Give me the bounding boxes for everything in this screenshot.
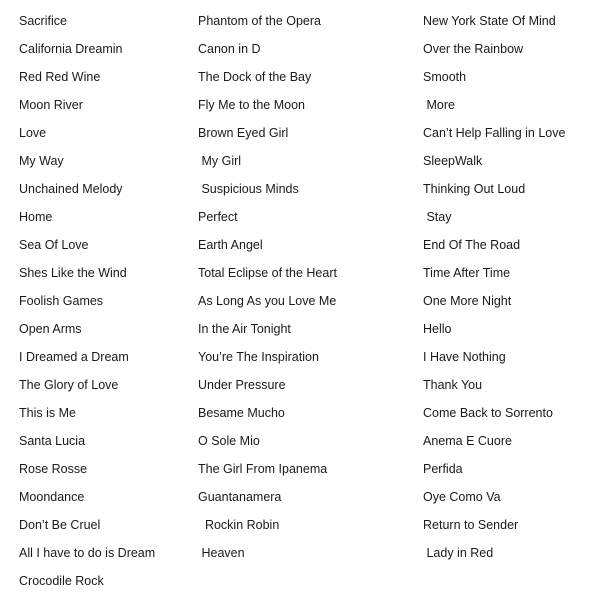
song-item: Lady in Red <box>423 546 494 560</box>
song-item: My Girl <box>198 154 242 168</box>
song-item: Time After Time <box>423 266 511 280</box>
song-item: The Dock of the Bay <box>198 70 312 84</box>
song-item: I Dreamed a Dream <box>19 350 129 364</box>
song-item: As Long As you Love Me <box>198 294 337 308</box>
song-item: Anema E Cuore <box>423 434 512 448</box>
song-item: Heaven <box>198 546 245 560</box>
song-item: Besame Mucho <box>198 406 285 420</box>
song-item: Love <box>19 126 47 140</box>
song-item: My Way <box>19 154 64 168</box>
song-item: The Girl From Ipanema <box>198 462 328 476</box>
song-item: Thinking Out Loud <box>423 182 526 196</box>
song-item: Under Pressure <box>198 378 286 392</box>
song-item: Smooth <box>423 70 467 84</box>
song-item: Open Arms <box>19 322 82 336</box>
song-item: Over the Rainbow <box>423 42 524 56</box>
song-item: Santa Lucia <box>19 434 86 448</box>
song-item: Canon in D <box>198 42 261 56</box>
song-column-2 <box>198 7 337 567</box>
song-item: Sacrifice <box>19 14 67 28</box>
song-item: Return to Sender <box>423 518 519 532</box>
song-item: Perfida <box>423 462 463 476</box>
song-item: Sea Of Love <box>19 238 89 252</box>
song-item: Earth Angel <box>198 238 263 252</box>
song-item: Hello <box>423 322 452 336</box>
song-item: Come Back to Sorrento <box>423 406 553 420</box>
song-column-3 <box>423 7 565 567</box>
song-item: You’re The Inspiration <box>198 350 319 364</box>
song-item: More <box>423 98 455 112</box>
song-item: O Sole Mio <box>198 434 260 448</box>
song-item: SleepWalk <box>423 154 483 168</box>
song-item: This is Me <box>19 406 76 420</box>
song-item: Unchained Melody <box>19 182 123 196</box>
song-item: New York State Of Mind <box>423 14 556 28</box>
song-item: Stay <box>423 210 452 224</box>
song-item: Brown Eyed Girl <box>198 126 289 140</box>
song-item: In the Air Tonight <box>198 322 291 336</box>
song-item: Shes Like the Wind <box>19 266 127 280</box>
song-item: All I have to do is Dream <box>19 546 156 560</box>
song-item: Can’t Help Falling in Love <box>423 126 566 140</box>
song-item: Crocodile Rock <box>19 574 104 588</box>
song-item: Rockin Robin <box>198 518 280 532</box>
song-item: Guantanamera <box>198 490 282 504</box>
song-item: Home <box>19 210 53 224</box>
song-item: One More Night <box>423 294 512 308</box>
song-item: Rose Rosse <box>19 462 88 476</box>
song-item: California Dreamin <box>19 42 123 56</box>
song-item: Red Red Wine <box>19 70 101 84</box>
song-item: The Glory of Love <box>19 378 119 392</box>
song-item: End Of The Road <box>423 238 521 252</box>
song-item: Oye Como Va <box>423 490 501 504</box>
song-item: Perfect <box>198 210 238 224</box>
song-item: Thank You <box>423 378 483 392</box>
song-item: Moon River <box>19 98 83 112</box>
song-column-1 <box>19 7 155 595</box>
song-item: Moondance <box>19 490 85 504</box>
song-item: Total Eclipse of the Heart <box>198 266 337 280</box>
song-item: Don’t Be Cruel <box>19 518 101 532</box>
song-item: Phantom of the Opera <box>198 14 321 28</box>
song-item: Foolish Games <box>19 294 104 308</box>
song-item: I Have Nothing <box>423 350 506 364</box>
song-item: Fly Me to the Moon <box>198 98 305 112</box>
song-item: Suspicious Minds <box>198 182 299 196</box>
